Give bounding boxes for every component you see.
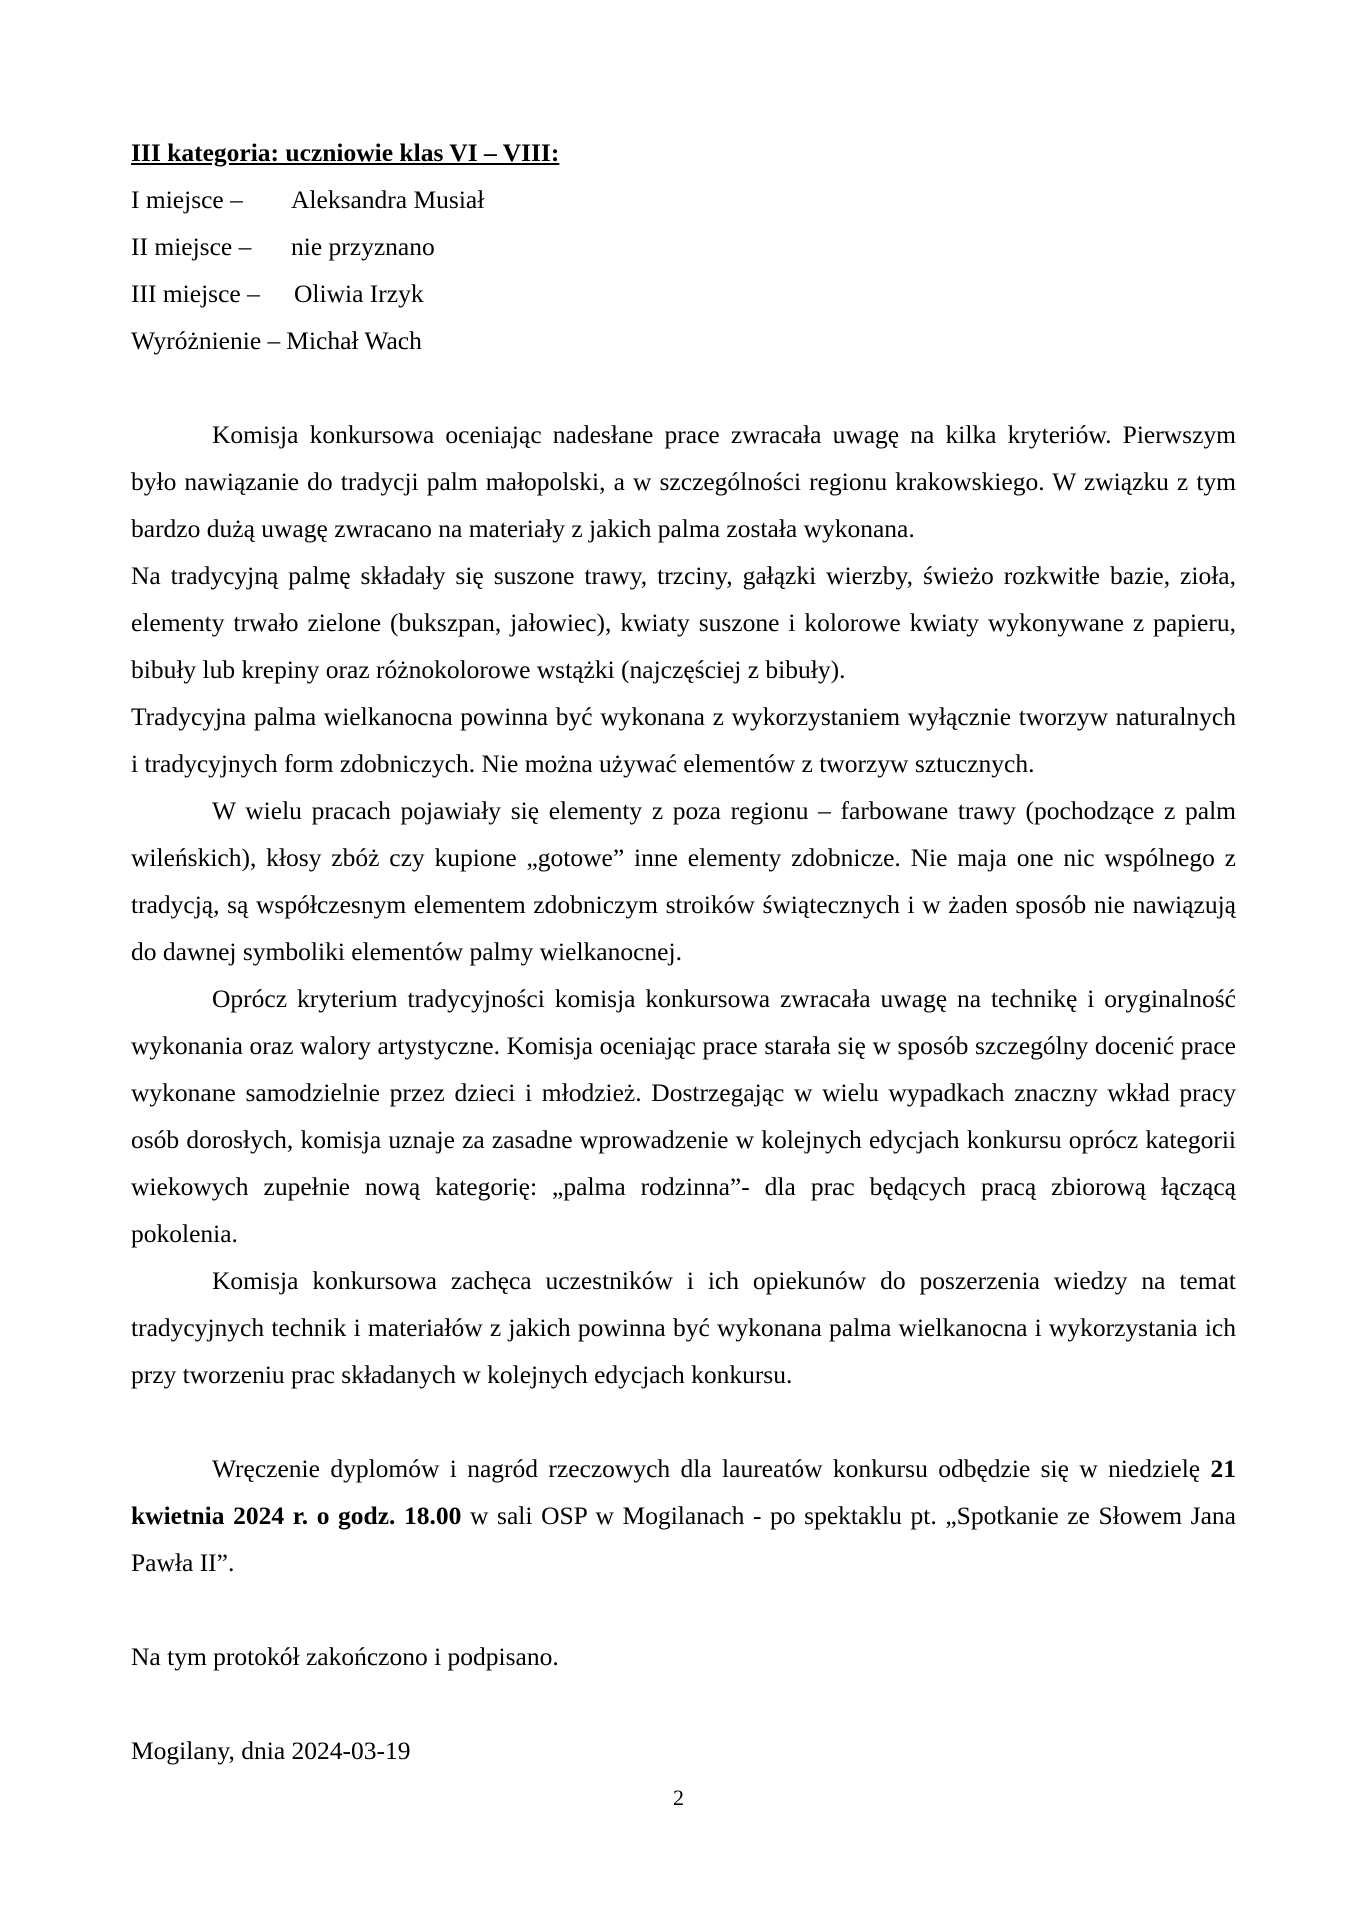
award-date-text: 21 kwietnia 2024 r. o godz. 18.00 [131, 1454, 1236, 1530]
result-row-first-place [131, 176, 1236, 223]
result-row-third-place [131, 270, 1236, 317]
place-and-date: Mogilany, dnia 2024-03-19 [131, 1736, 411, 1765]
award-ceremony-paragraph [131, 1445, 1236, 1586]
result-winner-name: Oliwia Irzyk [294, 279, 424, 308]
award-location-text: w sali OSP w Mogilanach - po spektaklu pt. „Spotkanie ze Słowem Jana Pawła II”. [131, 1501, 1236, 1577]
result-place-label: III miejsce – [131, 279, 260, 308]
award-intro-text: Wręczenie dyplomów i nagród rzeczowych dla laureatów konkursu odbędzie się w niedzielę [212, 1454, 1201, 1483]
result-row-distinction [131, 317, 1236, 364]
criteria-paragraph-encouragement: Komisja konkursowa zachęca uczestników i ich opiekunów do poszerzenia wiedzy na temat tradycyjnych technik i materiałów z jakich powinna być wykonana palma wielkanocna i wykorzystania ich przy tworzeniu prac składanych w kolejnych edycjach konkursu. [131, 1266, 1236, 1389]
result-winner-name: nie przyznano [291, 232, 435, 261]
result-place-label: I miejsce – [131, 185, 243, 214]
result-place-label: II miejsce – [131, 232, 252, 261]
document-body [131, 129, 1236, 1774]
criteria-paragraph-intro: Komisja konkursowa oceniając nadesłane prace zwracała uwagę na kilka kryteriów. Pierwszym było nawiązanie do tradycji palm małopolski, a w szczególności regionu krakowskiego. W związku z tym bardzo dużą uwagę zwracano na materiały z jakich palma została wykonana. [131, 420, 1236, 543]
closing-statement: Na tym protokół zakończono i podpisano. [131, 1642, 559, 1671]
result-place-label: Wyróżnienie – [131, 326, 281, 355]
result-winner-name: Aleksandra Musiał [291, 185, 485, 214]
page-number: 2 [673, 1785, 684, 1810]
spacer [131, 1398, 1236, 1445]
result-winner-name: Michał Wach [286, 326, 422, 355]
criteria-paragraph-natural: Tradycyjna palma wielkanocna powinna być wykonana z wykorzystaniem wyłącznie tworzyw naturalnych i tradycyjnych form zdobniczych. Nie można używać elementów z tworzyw sztucznych. [131, 702, 1236, 778]
spacer [131, 364, 1236, 411]
result-row-second-place [131, 223, 1236, 270]
spacer [131, 1680, 1236, 1727]
spacer [131, 1586, 1236, 1633]
criteria-paragraph-foreign-elements: W wielu pracach pojawiały się elementy z poza regionu – farbowane trawy (pochodzące z palm wileńskich), kłosy zbóż czy kupione „gotowe” inne elementy zdobnicze. Nie maja one nic wspólnego z tradycją, są współczesnym elementem zdobniczym stroików świątecznych i w żaden sposób nie nawiązują do dawnej symboliki elementów palmy wielkanocnej. [131, 796, 1236, 966]
category-heading: III kategoria: uczniowie klas VI – VIII: [131, 138, 560, 167]
criteria-paragraph-technique: Oprócz kryterium tradycyjności komisja konkursowa zwracała uwagę na technikę i oryginalność wykonania oraz walory artystyczne. Komisja oceniając prace starała się w sposób szczególny docenić prace wykonane samodzielnie przez dzieci i młodzież. Dostrzegając w wielu wypadkach znaczny wkład pracy osób dorosłych, komisja uznaje za zasadne wprowadzenie w kolejnych edycjach konkursu oprócz kategorii wiekowych zupełnie nową kategorię: „palma rodzinna”- dla prac będących pracą zbiorową łączącą pokolenia. [131, 984, 1236, 1248]
criteria-paragraph-materials: Na tradycyjną palmę składały się suszone trawy, trzciny, gałązki wierzby, świeżo rozkwitłe bazie, zioła, elementy trwało zielone (bukszpan, jałowiec), kwiaty suszone i kolorowe kwiaty wykonywane z papieru, bibuły lub krepiny oraz różnokolorowe wstążki (najczęściej z bibuły). [131, 561, 1236, 684]
